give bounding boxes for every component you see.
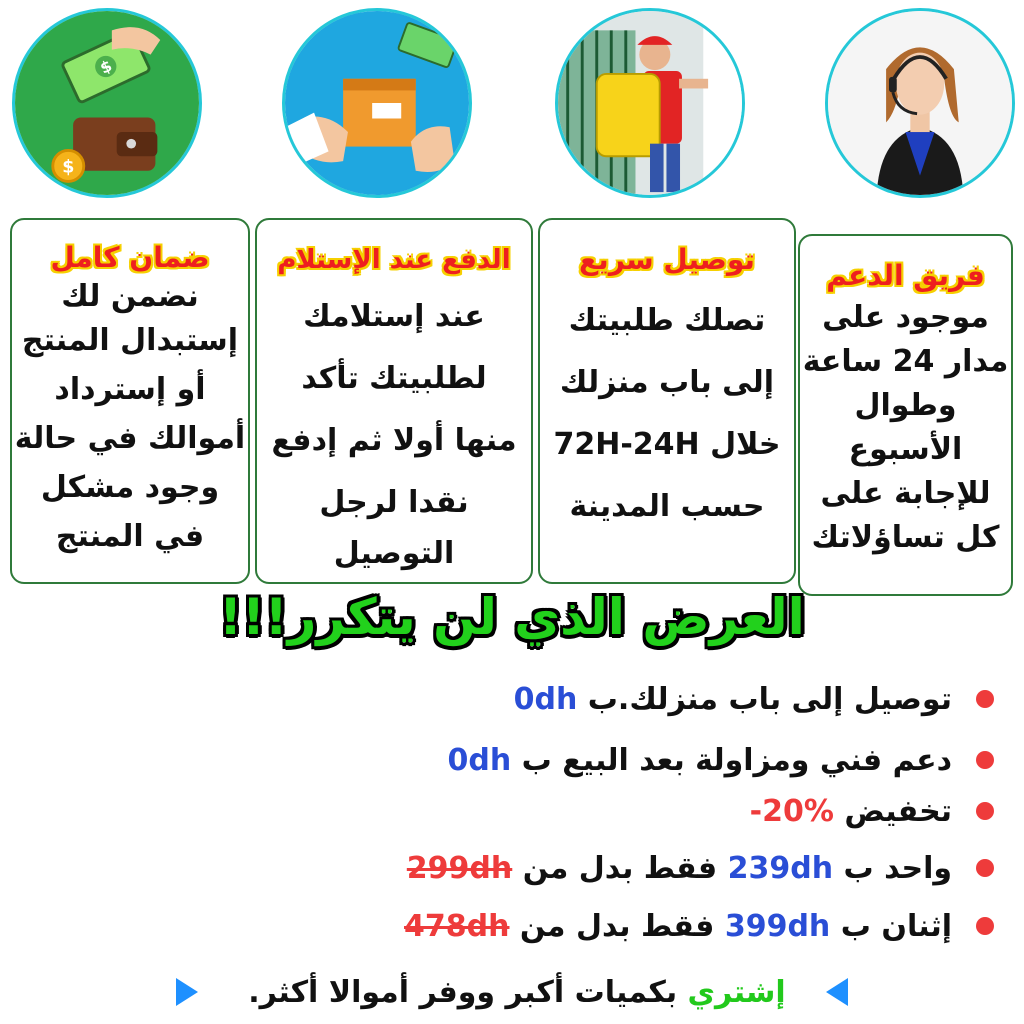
old-price: 478dh: [404, 908, 510, 944]
offer-discount: -20%: [749, 793, 834, 829]
feature-line: تصلك طلبيتك: [568, 303, 766, 338]
offer-price: 399dh: [724, 908, 831, 944]
feature-body: [12, 278, 248, 561]
feature-line: في المنتج: [55, 519, 205, 554]
delivery-courier-icon: [555, 8, 745, 198]
offer-item: [94, 906, 994, 946]
feature-line: عند إستلامك: [303, 299, 485, 334]
bullet-icon: [976, 917, 994, 935]
feature-card-cash-on-delivery: [255, 218, 533, 584]
offer-text: توصيل إلى باب منزلك.ب 0dh: [513, 681, 952, 717]
old-price: 299dh: [406, 850, 513, 886]
offer-price: 0dh: [447, 742, 512, 778]
offer-item: [94, 740, 994, 780]
offer-price: 239dh: [727, 850, 834, 886]
feature-title: ضمان كامل: [50, 241, 210, 274]
feature-line: منها أولا ثم إدفع: [271, 423, 517, 458]
feature-line: لطلبيتك تأكد: [301, 361, 487, 396]
svg-text:$: $: [62, 157, 75, 178]
feature-title: الدفع عند الإستلام: [277, 245, 511, 275]
feature-line: نقدا لرجل: [319, 485, 469, 520]
feature-line: مدار 24 ساعة: [802, 344, 1009, 379]
footer-text: إشتري بكميات أكبر ووفر أموالا أكثر.: [248, 974, 786, 1010]
svg-text:$: $: [97, 56, 115, 78]
offer-item: [94, 848, 994, 888]
offer-headline: العرض الذي لن يتكرر!!!: [219, 588, 805, 646]
offer-text: تخفيض -20%: [749, 793, 952, 829]
feature-card-support-team: [798, 234, 1013, 596]
play-left-icon: [826, 978, 848, 1006]
offer-item: [94, 791, 994, 831]
feature-line: للإجابة على: [820, 476, 991, 511]
feature-line: أو إسترداد: [54, 372, 206, 407]
feature-line: إستبدال المنتج: [21, 323, 239, 358]
feature-line: موجود على: [822, 300, 989, 335]
feature-line: التوصيل: [333, 536, 455, 571]
footer-callout: [0, 970, 1024, 1014]
feature-line: وجود مشكل: [40, 470, 220, 505]
play-right-icon: [176, 978, 198, 1006]
feature-title: توصيل سريع: [579, 243, 755, 276]
offer-price: 0dh: [513, 681, 578, 717]
feature-line: أموالك في حالة: [14, 421, 246, 456]
bullet-icon: [976, 690, 994, 708]
money-back-icon: [12, 8, 202, 198]
cash-on-delivery-icon: [282, 8, 472, 198]
feature-line: الأسبوع: [848, 432, 963, 467]
feature-line: كل تساؤلاتك: [811, 520, 1000, 555]
feature-line: حسب المدينة: [569, 489, 765, 524]
support-agent-icon: [825, 8, 1015, 198]
feature-line: إلى باب منزلك: [559, 365, 775, 400]
bullet-icon: [976, 802, 994, 820]
feature-line: نضمن لك: [61, 279, 199, 314]
buy-highlight: إشتري: [687, 974, 786, 1010]
offer-text: واحد ب 239dh فقط بدل من 299dh: [406, 850, 952, 886]
feature-card-guarantee: [10, 218, 250, 584]
offer-text: إثنان ب 399dh فقط بدل من 478dh: [404, 908, 952, 944]
feature-card-fast-delivery: [538, 218, 796, 584]
offer-text: دعم فني ومزاولة بعد البيع ب 0dh: [447, 742, 952, 778]
feature-line: وطوال: [854, 388, 957, 423]
bullet-icon: [976, 751, 994, 769]
feature-line: خلال 72H-24H: [553, 427, 781, 462]
feature-title: فريق الدعم: [826, 259, 985, 292]
bullet-icon: [976, 859, 994, 877]
offer-item: [94, 679, 994, 719]
